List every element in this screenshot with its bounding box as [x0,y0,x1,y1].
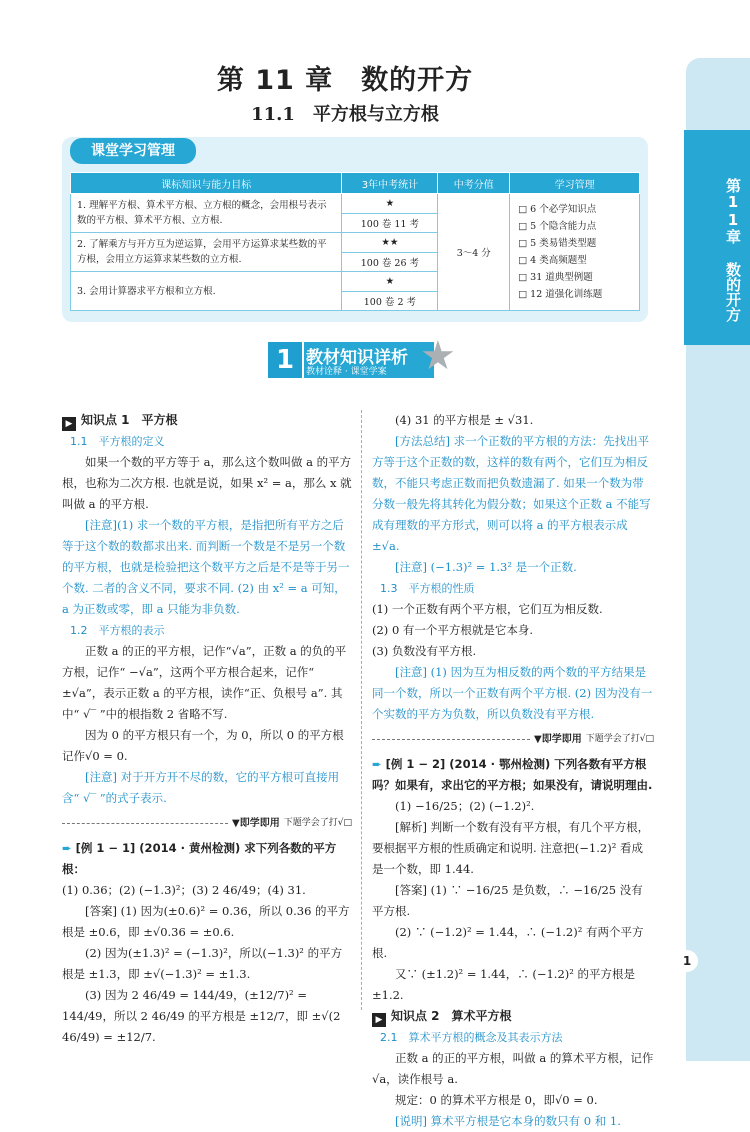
subsection-heading: 1.1 平方根的定义 [70,435,165,448]
property: (2) 0 有一个平方根就是它本身. [372,623,534,637]
checklist-item[interactable]: □ 12 道强化训练题 [518,289,603,300]
checklist-item[interactable]: □ 5 类易错类型题 [518,238,597,249]
triangle-icon: ▶ [372,1013,386,1027]
arrow-icon: ➨ [62,841,76,855]
answer: [答案] (1) 因为(±0.6)² = 0.36，所以 0.36 的平方根是 ±0.6，即 ±√0.36 = ±0.6. [62,904,350,939]
goal-cell: 2. 了解乘方与开方互为逆运算，会用平方运算求某些数的平方根，会用立方运算求某些数的立方根. [71,233,342,272]
table-header: 课标知识与能力目标 [71,173,342,194]
method-summary: [方法总结] 求一个正数的平方根的方法：先找出平方等于这个正数的数，这样的数有两个，它们互为相反数，不能只考虑正数而把负数遗漏了. 如果一个数为带分数一般先将其转化为假分数；如果这个正数 a 不能写成有理数的平方形式，则可以将 a 的平方根表示成 ±√a. [372,434,651,553]
answer: (2) 因为(±1.3)² = (−1.3)²，所以(−1.3)² 的平方根是 ±1.3，即 ±√(−1.3)² = ±1.3. [62,946,343,981]
triangle-icon: ▶ [62,417,76,431]
left-column [62,410,352,1048]
banner-subtitle: 教材诠释 · 课堂学案 [306,367,387,377]
answer: (3) 因为 2 46/49 = 144/49，(±12/7)² = 144/49，所以 2 46/49 的平方根是 ±12/7，即 ±√(2 46/49) = ±12/7. [62,988,341,1044]
note: [注意] (−1.3)² = 1.3² 是一个正数. [395,560,577,574]
table-header: 学习管理 [510,173,640,194]
knowledge-point-heading: ▶ 知识点 1 平方根 [62,410,352,431]
banner-title: 教材知识详析 [306,348,408,368]
note: [注意] 对于开方开不尽的数，它的平方根可直接用含“ √‾ ”的式子表示. [62,770,340,805]
property: (1) 一个正数有两个平方根，它们互为相反数. [372,602,603,616]
stars-cell: ★★ [342,233,438,253]
column-divider [361,410,362,1010]
example-heading: ➨ [例 1 − 1] (2014 · 黄州检测) 求下列各数的平方根： [62,841,337,876]
checklist-item[interactable]: □ 4 类高频题型 [518,255,587,266]
arrow-icon: ➨ [372,757,386,771]
example-question: (1) −16/25；(2) (−1.2)². [395,799,535,813]
right-column [372,410,654,1132]
paragraph: 正数 a 的正的平方根，记作“√a”，正数 a 的负的平方根，记作“ −√a”，这两个平方根合起来，记作“ ±√a”，表示正数 a 的平方根，读作“正、负根号 a”. 其中“ √‾ ”中的根指数 2 省略不写. [62,644,347,721]
subsection-heading: 1.3 平方根的性质 [380,582,475,595]
paragraph: 因为 0 的平方根只有一个，为 0，所以 0 的平方根记作√0 = 0. [62,728,344,763]
answer: (4) 31 的平方根是 ± √31. [395,413,534,427]
goal-cell: 1. 理解平方根、算术平方根、立方根的概念，会用根号表示数的平方根、算术平方根、立方根. [71,194,342,233]
note: [注意] (1) 因为互为相反数的两个数的平方结果是同一个数，所以一个正数有两个平方根. (2) 因为没有一个实数的平方为负数，所以负数没有平方根. [372,665,653,721]
management-cell [510,194,640,311]
knowledge-point-heading: ▶ 知识点 2 算术平方根 [372,1006,654,1027]
example-question: (1) 0.36；(2) (−1.3)²；(3) 2 46/49；(4) 31. [62,883,306,897]
stars-cell: ★ [342,272,438,292]
paragraph: 规定：0 的算术平方根是 0，即√0 = 0. [395,1093,598,1107]
stat-cell: 100 卷 2 考 [342,291,438,311]
checklist-item[interactable]: □ 5 个隐含能力点 [518,221,597,232]
goals-table [70,172,640,311]
page-number: 1 [676,950,698,972]
paragraph: 如果一个数的平方等于 a，那么这个数叫做 a 的平方根，也称为二次方根. 也就是说，如果 x² = a，那么 x 就叫做 a 的平方根. [62,455,352,511]
answer: 又∵ (±1.2)² = 1.44，∴ (−1.2)² 的平方根是 ±1.2. [372,967,636,1002]
answer: (2) ∵ (−1.2)² = 1.44，∴ (−1.2)² 有两个平方根. [372,925,644,960]
answer: [答案] (1) ∵ −16/25 是负数，∴ −16/25 没有平方根. [372,883,643,918]
paragraph: 正数 a 的正的平方根，叫做 a 的算术平方根，记作√a，读作根号 a. [372,1051,654,1086]
section-title: 11.1 平方根与立方根 [251,104,439,125]
subsection-heading: 2.1 算术平方根的概念及其表示方法 [380,1031,563,1044]
goal-cell: 3. 会用计算器求平方根和立方根. [71,272,342,311]
star-icon: ★ [420,333,456,379]
stat-cell: 100 卷 26 考 [342,252,438,272]
checklist-item[interactable]: □ 6 个必学知识点 [518,204,597,215]
property: (3) 负数没有平方根. [372,644,477,658]
stars-cell: ★ [342,194,438,214]
stat-cell: 100 卷 11 考 [342,213,438,233]
subsection-heading: 1.2 平方根的表示 [70,624,165,637]
study-box-label: 课堂学习管理 [70,138,196,164]
analysis: [解析] 判断一个数有没有平方根，有几个平方根，要根据平方根的性质确定和说明. 注意把(−1.2)² 看成是一个数，即 1.44. [372,820,650,876]
example-heading: ➨ [例 1 − 2] (2014 · 鄂州检测) 下列各数有平方根吗？如果有，求出它的平方根；如果没有，请说明理由. [372,757,653,792]
note: [说明] 算术平方根是它本身的数只有 0 和 1. [395,1114,621,1128]
side-chapter-label: 第11章 数的开方 [724,178,742,322]
checklist-item[interactable]: □ 31 道典型例题 [518,272,593,283]
chapter-title: 第 11 章 数的开方 [216,65,474,96]
score-cell: 3～4 分 [438,194,510,311]
table-header: 3年中考统计 [342,173,438,194]
practice-divider: ▼即学即用 下题学会了打√□ [62,813,352,834]
note: [注意](1) 求一个数的平方根，是指把所有平方之后等于这个数的数都求出来. 而判断一个数是不是另一个数的平方根，也就是检验把这个数平方之后是不是等于另一个数. 二者的含义不同，要求不同. (2) 由 x² = a 可知，a 为正数或零，即 a 只能为非负数. [62,518,350,616]
practice-divider: ▼即学即用 下题学会了打√□ [372,729,654,750]
table-header: 中考分值 [438,173,510,194]
banner-number: 1 [268,342,302,378]
